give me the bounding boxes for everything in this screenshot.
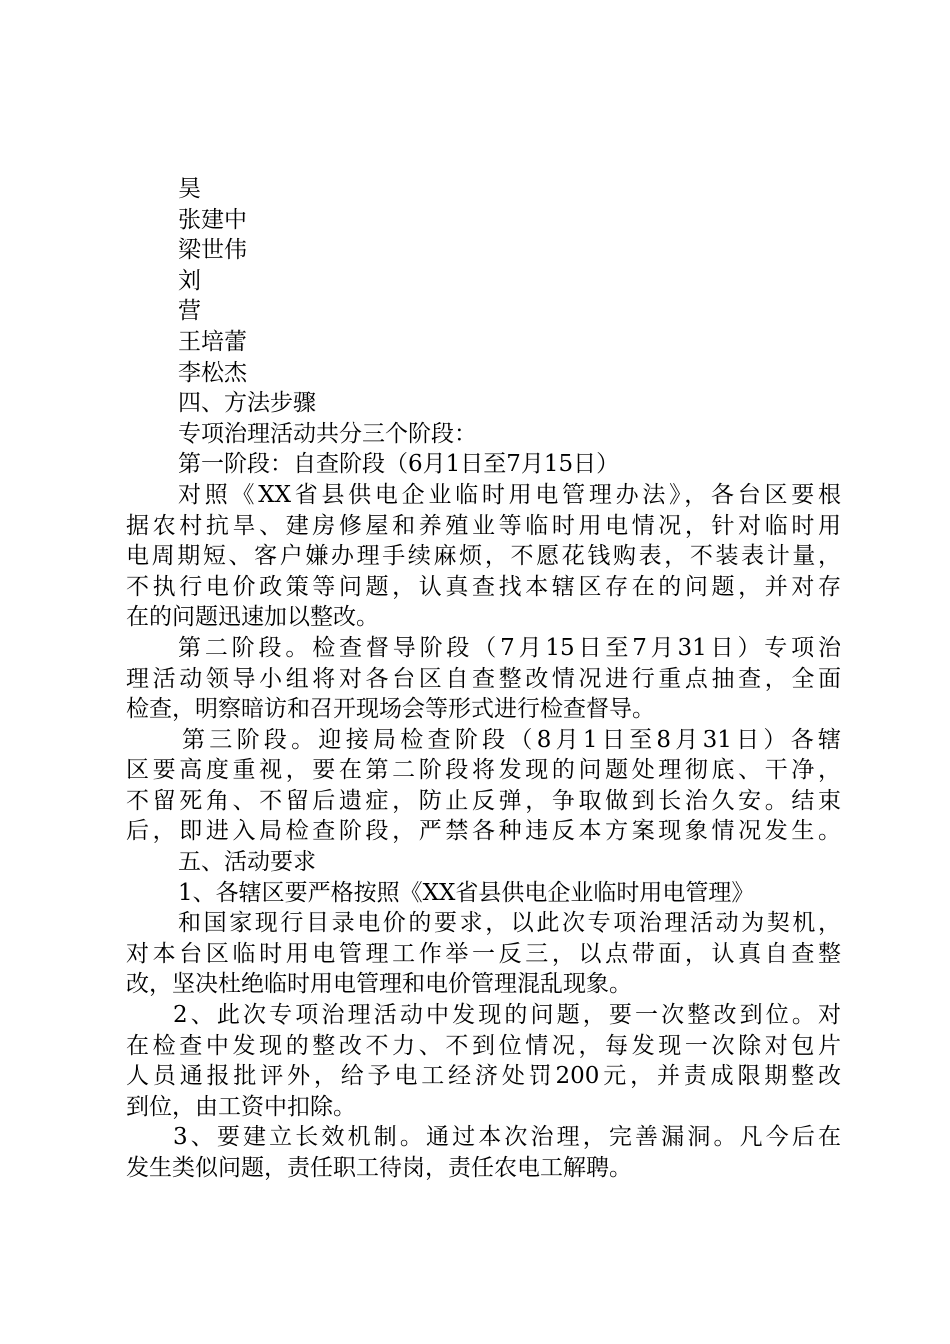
- text-line: 不执行电价政策等问题，认真查找本辖区存在的问题，并对存: [126, 573, 841, 600]
- text-line: 后，即进入局检查阶段，严禁各种违反本方案现象情况发生。: [126, 818, 841, 845]
- text-line: 3、要建立长效机制。通过本次治理，完善漏洞。凡今后在: [173, 1124, 841, 1151]
- text-line: 对照《XX省县供电企业临时用电管理办法》，各台区要根: [178, 481, 841, 508]
- text-line: 在检查中发现的整改不力、不到位情况，每发现一次除对包片: [126, 1032, 841, 1059]
- text-line: 和国家现行目录电价的要求，以此次专项治理活动为契机，: [178, 910, 841, 937]
- text-line: 梁世伟: [178, 237, 247, 264]
- text-line: 第三阶段。迎接局检查阶段（8月1日至8月31日）各辖: [182, 726, 841, 753]
- text-line: 理活动领导小组将对各台区自查整改情况进行重点抽查，全面: [126, 665, 841, 692]
- text-line: 到位，由工资中扣除。: [126, 1093, 356, 1120]
- text-line: 张建中: [178, 206, 247, 233]
- text-line: 第一阶段：自查阶段（6月1日至7月15日）: [178, 451, 620, 478]
- text-line: 专项治理活动共分三个阶段：: [178, 420, 477, 447]
- text-line: 四、方法步骤: [178, 390, 316, 417]
- document-body: [126, 174, 841, 1184]
- text-line: 据农村抗旱、建房修屋和养殖业等临时用电情况，针对临时用: [126, 512, 841, 539]
- text-line: 第二阶段。检查督导阶段（7月15日至7月31日）专项治: [178, 634, 841, 661]
- text-line: 2、此次专项治理活动中发现的问题，要一次整改到位。对: [173, 1002, 841, 1029]
- text-line: 人员通报批评外，给予电工经济处罚200元，并责成限期整改: [126, 1063, 841, 1090]
- text-line: 1、各辖区要严格按照《XX省县供电企业临时用电管理》: [178, 879, 755, 906]
- text-line: 五、活动要求: [178, 849, 316, 876]
- text-line: 营: [178, 298, 201, 325]
- text-line: 检查，明察暗访和召开现场会等形式进行检查督导。: [126, 696, 655, 723]
- text-line: 区要高度重视，要在第二阶段将发现的问题处理彻底、干净，: [126, 757, 841, 784]
- text-line: 电周期短、客户嫌办理手续麻烦，不愿花钱购表，不装表计量，: [126, 543, 841, 570]
- text-line: 对本台区临时用电管理工作举一反三，以点带面，认真自查整: [126, 940, 841, 967]
- text-line: 不留死角、不留后遗症，防止反弹，争取做到长治久安。结束: [126, 787, 841, 814]
- text-line: 在的问题迅速加以整改。: [126, 604, 379, 631]
- text-line: 昊: [178, 176, 201, 202]
- text-line: 王培蕾: [178, 328, 247, 355]
- text-line: 改，坚决杜绝临时用电管理和电价管理混乱现象。: [126, 971, 632, 998]
- text-line: 刘: [178, 267, 201, 294]
- text-line: 李松杰: [178, 359, 247, 386]
- text-line: 发生类似问题，责任职工待岗，责任农电工解聘。: [126, 1155, 632, 1181]
